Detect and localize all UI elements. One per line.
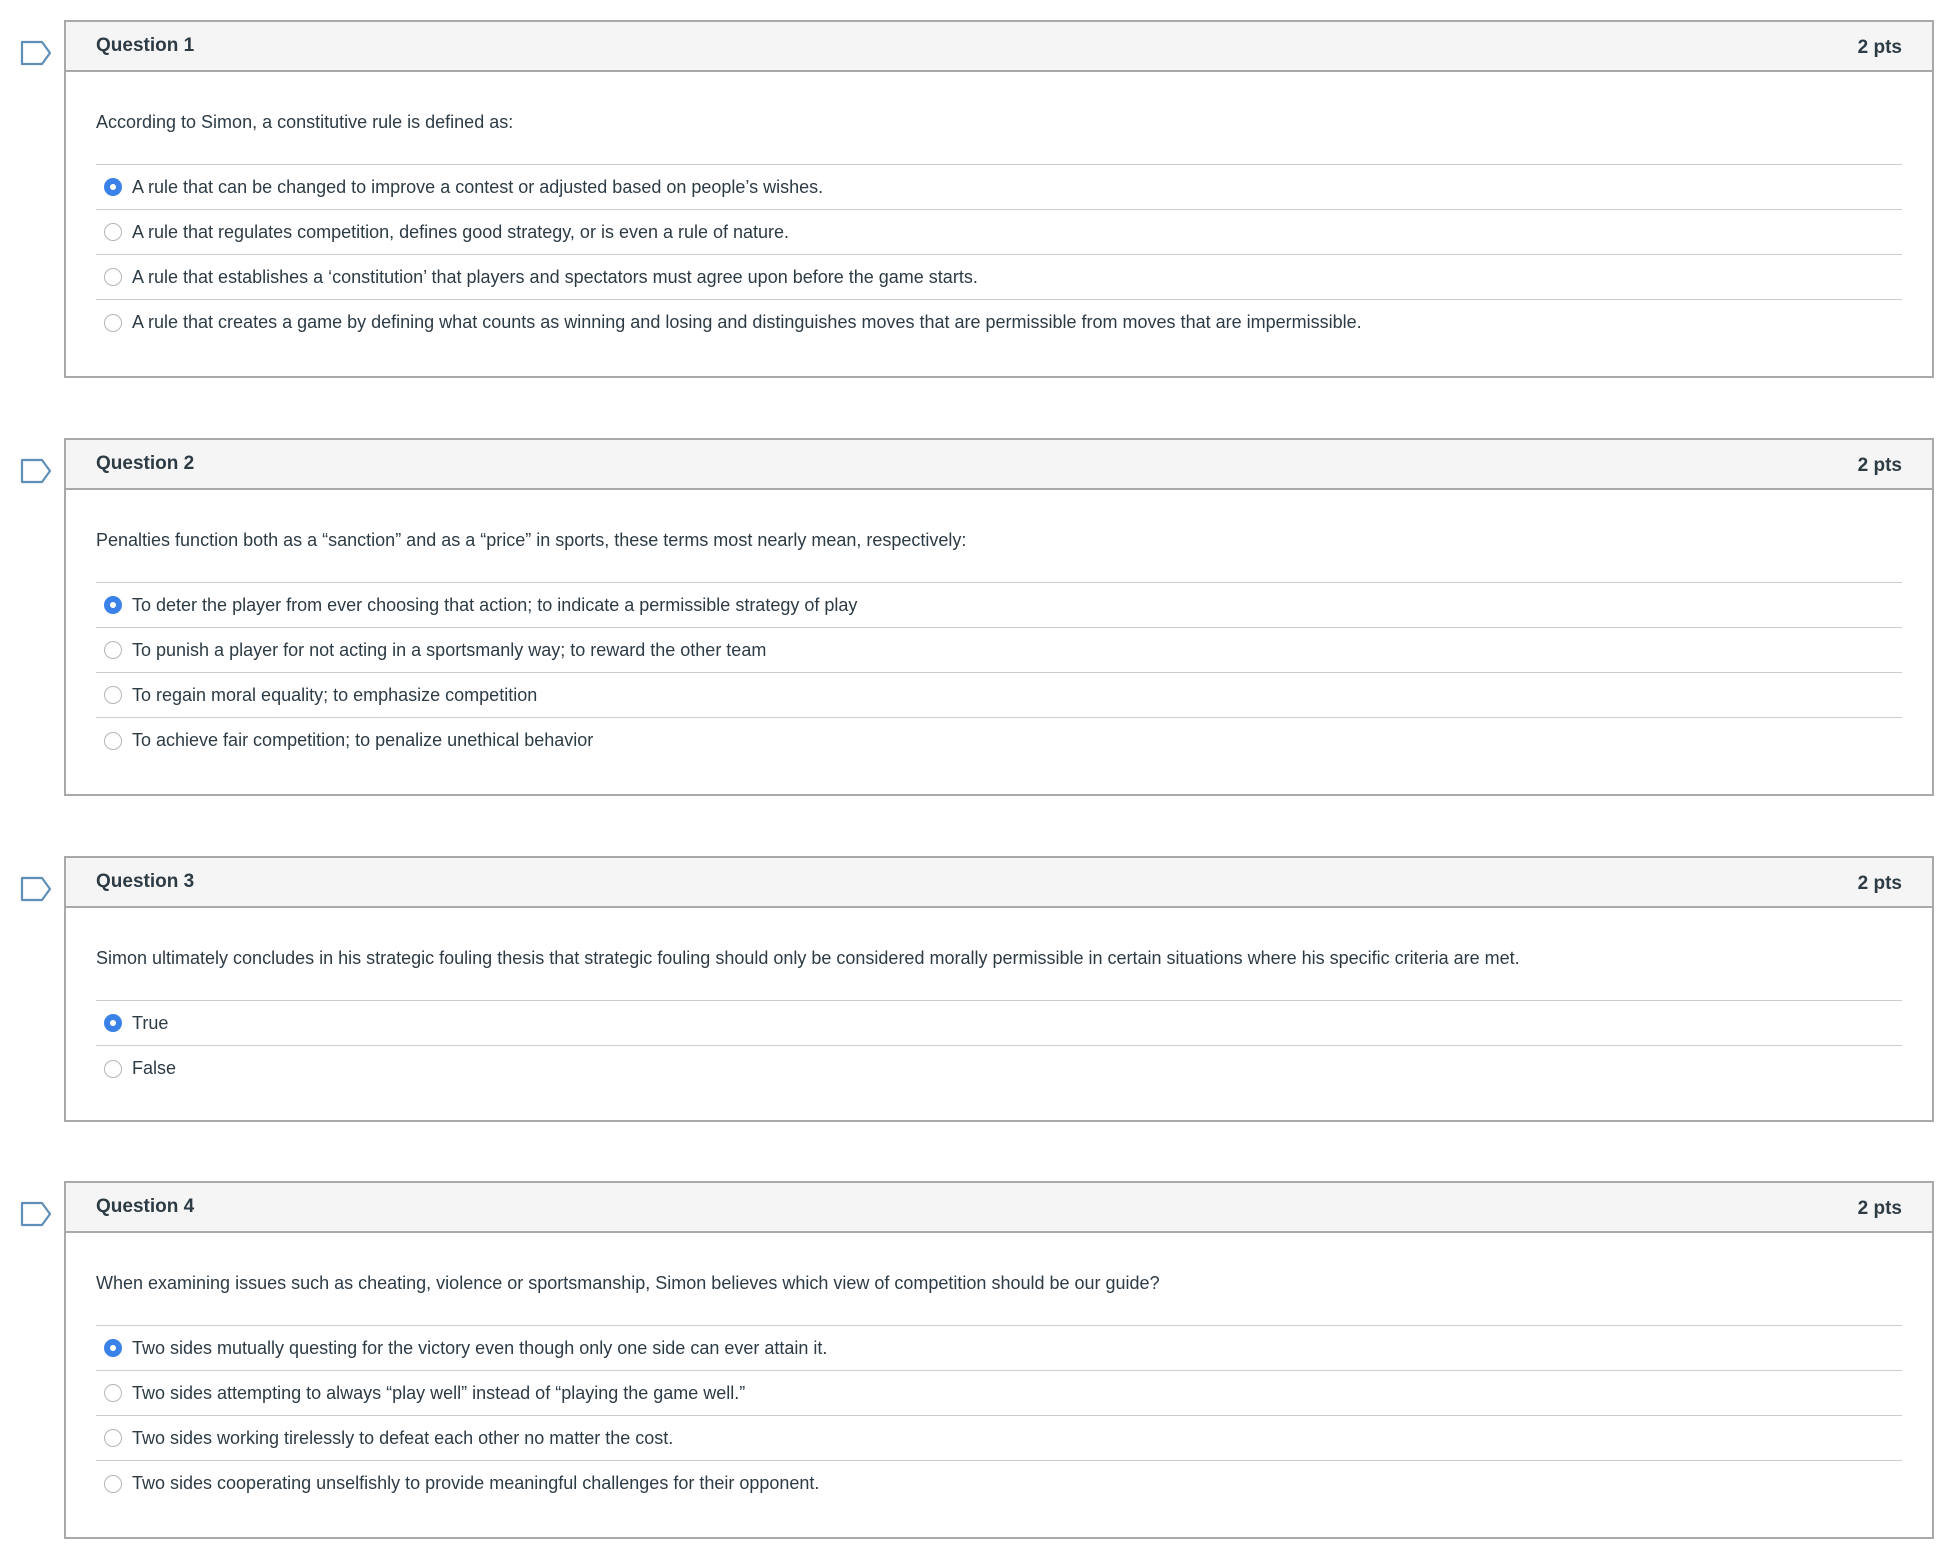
answer-option[interactable] <box>96 1326 1902 1371</box>
flag-question-icon[interactable] <box>20 876 52 902</box>
answer-label[interactable]: To deter the player from ever choosing that action; to indicate a permissible strategy of play <box>132 594 858 615</box>
answer-list <box>96 582 1902 763</box>
answer-option[interactable] <box>96 1001 1902 1046</box>
question-text: Penalties function both as a “sanction” and as a “price” in sports, these terms most nearly mean, respectively: <box>96 530 967 550</box>
answer-option[interactable] <box>96 300 1902 345</box>
radio-button-selected[interactable] <box>104 178 122 196</box>
question-points: 2 pts <box>1857 455 1902 476</box>
question-card <box>64 20 1934 378</box>
answer-label[interactable]: To regain moral equality; to emphasize competition <box>132 684 538 705</box>
radio-button[interactable] <box>104 686 122 704</box>
answer-label[interactable]: Two sides working tirelessly to defeat each other no matter the cost. <box>132 1427 674 1448</box>
radio-button[interactable] <box>104 641 122 659</box>
radio-button[interactable] <box>104 223 122 241</box>
flag-question-icon[interactable] <box>20 1201 52 1227</box>
answer-option[interactable] <box>96 673 1902 718</box>
answer-label[interactable]: Two sides cooperating unselfishly to provide meaningful challenges for their opponent. <box>132 1473 820 1493</box>
answer-label[interactable]: Two sides attempting to always “play well” instead of “playing the game well.” <box>132 1382 746 1403</box>
flag-question-icon[interactable] <box>20 458 52 484</box>
answer-label[interactable]: False <box>132 1058 177 1078</box>
radio-button-selected[interactable] <box>104 596 122 614</box>
question-title: Question 4 <box>96 1196 195 1217</box>
answer-label[interactable]: A rule that creates a game by defining what counts as winning and losing and distinguishes moves that are permissible from moves that are impermissible. <box>132 312 1362 332</box>
radio-button[interactable] <box>104 1060 122 1078</box>
question-body <box>66 1233 1932 1546</box>
answer-option[interactable] <box>96 1416 1902 1461</box>
question-body <box>66 908 1932 1131</box>
radio-button[interactable] <box>104 268 122 286</box>
question-card <box>64 856 1934 1122</box>
answer-list <box>96 1325 1902 1506</box>
answer-option[interactable] <box>96 1461 1902 1506</box>
question-title: Question 2 <box>96 453 195 474</box>
question-points: 2 pts <box>1857 37 1902 58</box>
radio-button-selected[interactable] <box>104 1339 122 1357</box>
flag-question-icon[interactable] <box>20 40 52 66</box>
question-header <box>66 22 1932 72</box>
question-text: When examining issues such as cheating, violence or sportsmanship, Simon believes which view of competition should be our guide? <box>96 1273 1160 1293</box>
question-body <box>66 72 1932 385</box>
radio-button[interactable] <box>104 1429 122 1447</box>
answer-option[interactable] <box>96 1371 1902 1416</box>
answer-label[interactable]: A rule that regulates competition, defines good strategy, or is even a rule of nature. <box>132 221 790 242</box>
question-header <box>66 440 1932 490</box>
radio-button-selected[interactable] <box>104 1014 122 1032</box>
answer-option[interactable] <box>96 1046 1902 1091</box>
question-header <box>66 858 1932 908</box>
question-points: 2 pts <box>1857 1198 1902 1219</box>
question-card <box>64 438 1934 796</box>
answer-label[interactable]: A rule that can be changed to improve a contest or adjusted based on people’s wishes. <box>132 176 824 197</box>
question-header <box>66 1183 1932 1233</box>
question-text: Simon ultimately concludes in his strategic fouling thesis that strategic fouling should only be considered morally permissible in certain situations where his specific criteria are met. <box>96 948 1520 968</box>
answer-label[interactable]: True <box>132 1012 169 1033</box>
answer-list <box>96 164 1902 345</box>
answer-label[interactable]: To achieve fair competition; to penalize unethical behavior <box>132 730 594 750</box>
question-title: Question 3 <box>96 871 195 892</box>
answer-label[interactable]: To punish a player for not acting in a sportsmanly way; to reward the other team <box>132 639 767 660</box>
radio-button[interactable] <box>104 314 122 332</box>
answer-option[interactable] <box>96 718 1902 763</box>
answer-option[interactable] <box>96 628 1902 673</box>
question-points: 2 pts <box>1857 873 1902 894</box>
radio-button[interactable] <box>104 1384 122 1402</box>
answer-option[interactable] <box>96 255 1902 300</box>
question-title: Question 1 <box>96 35 195 56</box>
radio-button[interactable] <box>104 732 122 750</box>
answer-label[interactable]: Two sides mutually questing for the victory even though only one side can ever attain it. <box>132 1337 828 1358</box>
radio-button[interactable] <box>104 1475 122 1493</box>
answer-option[interactable] <box>96 583 1902 628</box>
answer-list <box>96 1000 1902 1091</box>
answer-option[interactable] <box>96 165 1902 210</box>
question-card <box>64 1181 1934 1539</box>
answer-label[interactable]: A rule that establishes a ‘constitution’ that players and spectators must agree upon before the game starts. <box>132 266 978 287</box>
question-body <box>66 490 1932 803</box>
question-text: According to Simon, a constitutive rule is defined as: <box>96 112 514 132</box>
answer-option[interactable] <box>96 210 1902 255</box>
